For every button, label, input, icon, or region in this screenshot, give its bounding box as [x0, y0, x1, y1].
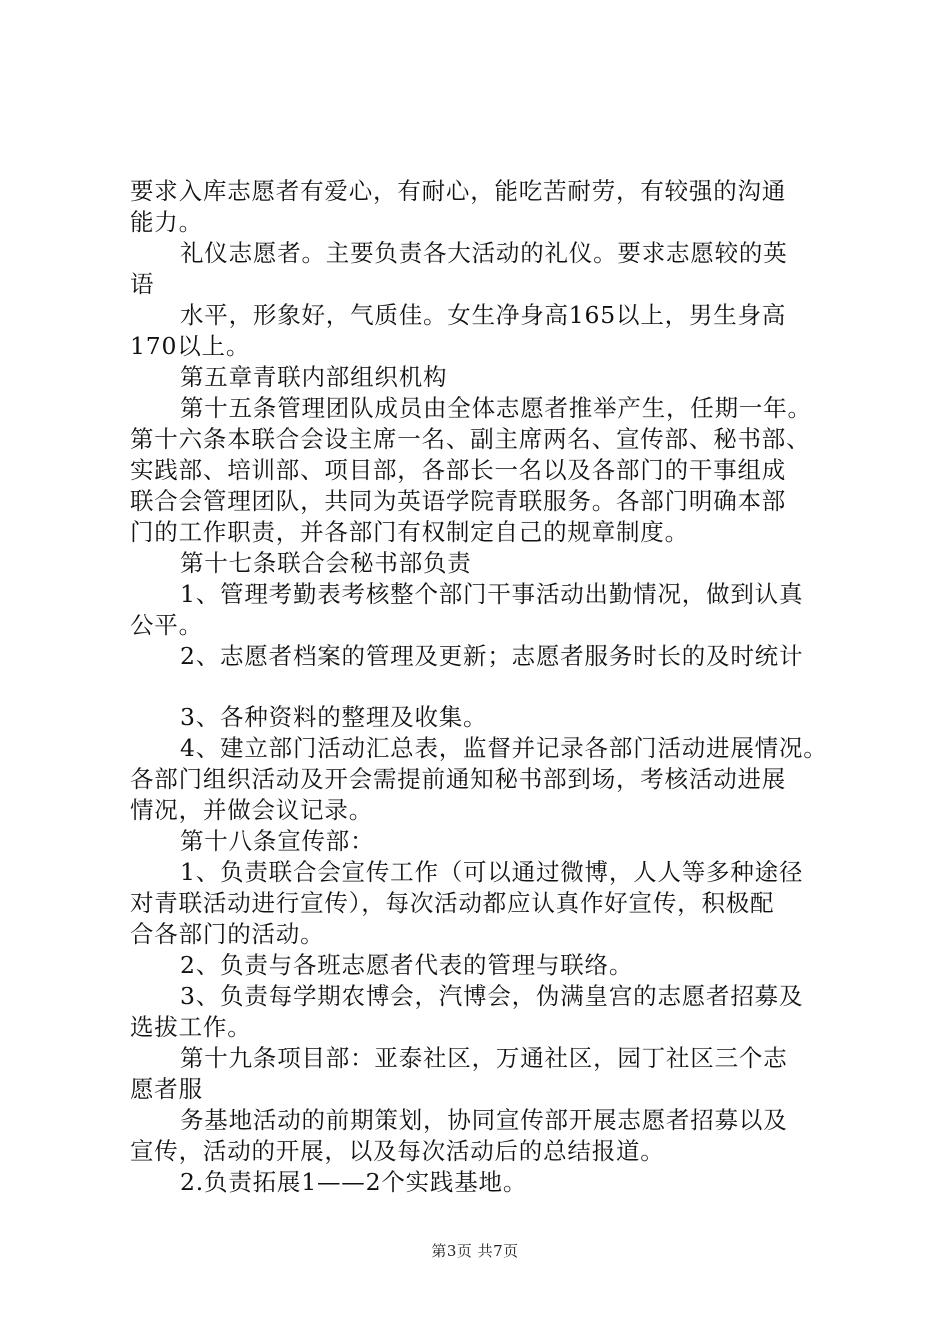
chapter-heading: 第五章青联内部组织机构 [180, 363, 448, 391]
article-heading: 第十七条联合会秘书部负责 [180, 549, 472, 577]
text-line: 3、各种资料的整理及收集。 [180, 703, 488, 731]
text-line: 水平，形象好，气质佳。女生净身高165以上，男生身高 [180, 301, 787, 329]
article-heading: 第十八条宣传部： [180, 827, 375, 855]
text-line: 1、管理考勤表考核整个部门干事活动出勤情况，做到认真 [180, 580, 804, 608]
text-line: 2.负责拓展1——2个实践基地。 [180, 1168, 528, 1196]
text-line: 对青联活动进行宣传），每次活动都应认真作好宣传，积极配 [130, 889, 775, 917]
text-line: 各部门组织活动及开会需提前通知秘书部到场，考核活动进展 [130, 765, 787, 793]
page-number-footer: 第3页 共7页 [431, 1242, 519, 1260]
text-line: 2、负责与各班志愿者代表的管理与联络。 [180, 951, 634, 979]
text-line: 情况，并做会议记录。 [130, 796, 373, 824]
article-heading: 第十九条项目部：亚泰社区，万通社区，园丁社区三个志 [180, 1044, 788, 1072]
text-line: 合各部门的活动。 [130, 920, 325, 948]
text-line: 门的工作职责，并各部门有权制定自己的规章制度。 [130, 518, 689, 546]
text-line: 170以上。 [130, 332, 251, 360]
text-line: 愿者服 [130, 1075, 203, 1103]
text-line: 公平。 [130, 611, 203, 639]
text-line: 4、建立部门活动汇总表，监督并记录各部门活动进展情况。 [180, 734, 828, 762]
text-line: 礼仪志愿者。主要负责各大活动的礼仪。要求志愿较的英 [180, 239, 788, 267]
text-line: 第十六条本联合会设主席一名、副主席两名、宣传部、秘书部、 [130, 425, 811, 453]
text-line: 宣传，活动的开展，以及每次活动后的总结报道。 [130, 1137, 665, 1165]
text-line: 3、负责每学期农博会，汽博会，伪满皇宫的志愿者招募及 [180, 982, 804, 1010]
text-line: 2、志愿者档案的管理及更新；志愿者服务时长的及时统计 [180, 642, 804, 670]
text-line: 语 [130, 270, 155, 298]
text-line: 联合会管理团队，共同为英语学院青联服务。各部门明确本部 [130, 487, 787, 515]
text-line: 能力。 [130, 208, 203, 236]
text-line: 实践部、培训部、项目部，各部长一名以及各部门的干事组成 [130, 456, 787, 484]
text-line: 选拔工作。 [130, 1013, 252, 1041]
text-line: 第十五条管理团队成员由全体志愿者推举产生，任期一年。 [180, 394, 812, 422]
text-line: 务基地活动的前期策划，协同宣传部开展志愿者招募以及 [180, 1106, 788, 1134]
text-line: 1、负责联合会宣传工作（可以通过微博，人人等多种途径 [180, 858, 804, 886]
text-line: 要求入库志愿者有爱心，有耐心，能吃苦耐劳，有较强的沟通 [130, 177, 787, 205]
